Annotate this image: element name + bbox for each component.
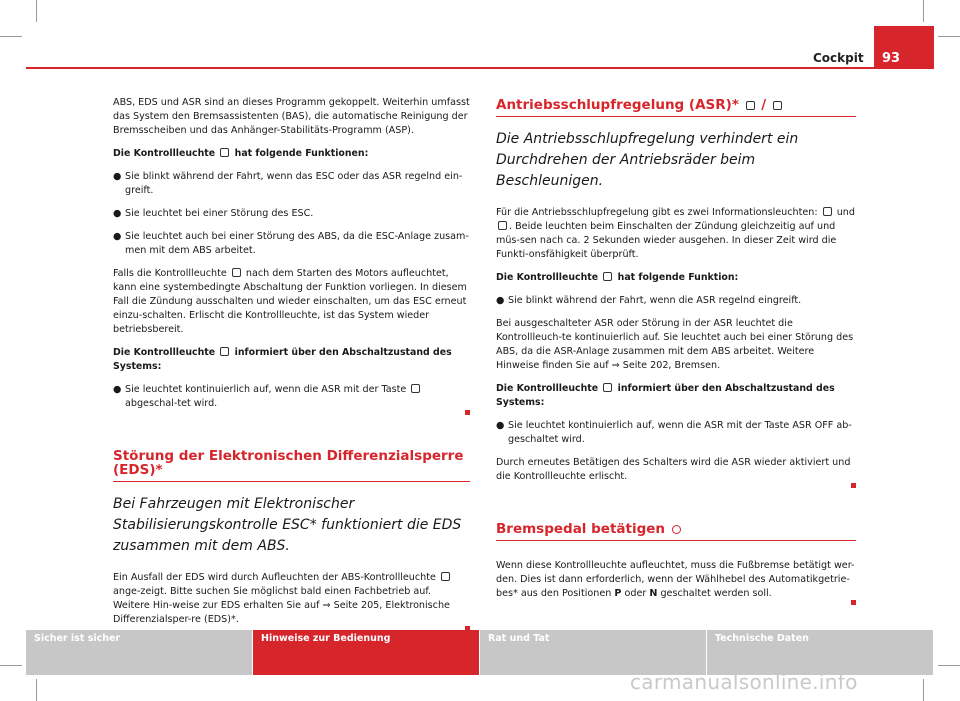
esc-warning-icon bbox=[220, 148, 229, 157]
watermark: carmanualsonline.info bbox=[630, 670, 858, 694]
footer-nav bbox=[26, 630, 934, 675]
paragraph: ABS, EDS und ASR sind an dieses Programm gekoppelt. Weiterhin umfasst das System den Bremsassistenten (BAS), die automatische Reinigung der Bremsscheiben und das Anhänger-Stabilitäts-Programm (ASP). bbox=[113, 97, 470, 136]
page-number-text: 93 bbox=[882, 51, 901, 66]
subheading-text: Die Kontrollleuchte bbox=[496, 383, 599, 394]
bullet-icon: ● bbox=[113, 208, 122, 219]
crop-mark bbox=[938, 36, 960, 37]
right-column bbox=[496, 98, 856, 605]
paragraph-text: Für die Antriebsschlupfregelung gibt es zwei Informationsleuchten: bbox=[496, 207, 818, 218]
end-mark bbox=[851, 600, 856, 605]
paragraph-text: Falls die Kontrollleuchte bbox=[113, 268, 227, 279]
asr-warning-icon bbox=[823, 207, 832, 216]
list-item-text: Sie leuchtet kontinuierlich auf, wenn die ASR mit der Taste bbox=[125, 384, 407, 395]
list-item-text bbox=[125, 383, 470, 411]
bullet-icon: ● bbox=[113, 384, 122, 395]
list-item-text: Sie leuchtet auch bei einer Störung des ABS, da die ESC-Anlage zusam-men mit dem ABS arbeitet. bbox=[125, 231, 469, 256]
subheading bbox=[113, 346, 470, 374]
subheading-text: Die Kontrollleuchte bbox=[496, 272, 599, 283]
paragraph-text: Ein Ausfall der EDS wird durch Aufleuchten der ABS-Kontrollleuchte bbox=[113, 572, 436, 583]
crop-mark bbox=[938, 665, 960, 666]
subheading bbox=[113, 147, 470, 161]
crop-mark bbox=[923, 679, 924, 701]
list-item bbox=[113, 230, 470, 258]
section-heading bbox=[496, 522, 856, 541]
gear-position-p: P bbox=[614, 588, 622, 599]
intro-text: Die Antriebsschlupfregelung verhindert ein Durchdrehen der Antriebsräder beim Beschleunigen. bbox=[496, 131, 799, 189]
crop-mark bbox=[36, 679, 37, 701]
footer-tab-sicher-ist-sicher[interactable]: Sicher ist sicher bbox=[26, 630, 253, 675]
crop-mark bbox=[0, 665, 22, 666]
page-number bbox=[874, 26, 934, 69]
paragraph: Durch erneutes Betätigen des Schalters wird die ASR wieder aktiviert und die Kontrollleuchte erlischt. bbox=[496, 457, 851, 482]
paragraph-text: ange-zeigt. Bitte suchen Sie möglichst bald einen Fachbetrieb auf. Weitere Hin-weise zur EDS erhalten Sie auf ⇒ Seite 205, Elektronische Differenzialsper-re (EDS)*. bbox=[113, 586, 450, 625]
list-item bbox=[496, 419, 856, 447]
list-item-text: abgeschal-tet wird. bbox=[125, 398, 218, 409]
list-item bbox=[496, 294, 856, 308]
list-item-text: Sie leuchtet bei einer Störung des ESC. bbox=[125, 208, 314, 219]
subheading-text: hat folgende Funktion: bbox=[617, 272, 739, 283]
subheading bbox=[496, 271, 856, 285]
end-mark bbox=[851, 483, 856, 488]
paragraph bbox=[496, 559, 856, 601]
asr-off-icon bbox=[498, 221, 507, 230]
list-item bbox=[113, 383, 470, 411]
left-column bbox=[113, 96, 470, 631]
bullet-icon: ● bbox=[113, 171, 122, 182]
esc-off-icon bbox=[411, 384, 420, 393]
list-item-text: Sie blinkt während der Fahrt, wenn das ESC oder das ASR regelnd ein-greift. bbox=[125, 171, 463, 196]
subheading bbox=[496, 382, 856, 410]
section-heading-text: Antriebsschlupfregelung (ASR)* bbox=[496, 97, 739, 113]
crop-mark bbox=[0, 36, 22, 37]
paragraph bbox=[496, 206, 856, 262]
section-title: Cockpit bbox=[813, 51, 864, 65]
paragraph-text: geschaltet werden soll. bbox=[660, 588, 772, 599]
esc-warning-icon bbox=[232, 268, 241, 277]
paragraph-text: und bbox=[836, 207, 855, 218]
footer-tab-rat-und-tat[interactable]: Rat und Tat bbox=[480, 630, 707, 675]
paragraph-text: nach dem Starten des Motors aufleuchtet, kann eine systembedingte Abschaltung der Funktion vorliegen. In diesem Fall die Zündung ausschalten und wieder einschalten, um das ESC erneut einzu-schalten. Erlischt die Kontrollleuchte, ist das System wieder betriebsbereit. bbox=[113, 268, 467, 335]
paragraph bbox=[113, 267, 470, 337]
subheading-text: Die Kontrollleuchte bbox=[113, 347, 216, 358]
paragraph-text: Wenn diese Kontrollleuchte aufleuchtet, muss die Fußbremse betätigt wer-den. Dies ist dann erforderlich, wenn der Wählhebel des Automatikgetrie-bes* aus den Positionen bbox=[496, 560, 855, 599]
footer-tab-hinweise-zur-bedienung[interactable]: Hinweise zur Bedienung bbox=[253, 630, 480, 675]
gear-position-n: N bbox=[649, 588, 658, 599]
paragraph: Bei ausgeschalteter ASR oder Störung in der ASR leuchtet die Kontrollleuch-te kontinuierlich auf. Sie leuchtet auch bei einer Störung des ABS, da die ASR-Anlage zusammen mit dem ABS arbeitet. Weitere Hinweise finden Sie auf ⇒ Seite 202, Bremsen. bbox=[496, 318, 854, 371]
asr-off-icon bbox=[603, 383, 612, 392]
asr-off-icon bbox=[773, 101, 782, 110]
separator: / bbox=[761, 97, 767, 113]
abs-warning-icon bbox=[441, 572, 450, 581]
section-heading bbox=[496, 98, 856, 117]
section-heading-text: Bremspedal betätigen bbox=[496, 521, 666, 537]
list-item-text: Sie leuchtet kontinuierlich auf, wenn die ASR mit der Taste ASR OFF ab-geschaltet wird. bbox=[508, 420, 852, 445]
section-heading: Störung der Elektronischen Differenzialsperre (EDS)* bbox=[113, 449, 470, 482]
subheading-text: Die Kontrollleuchte bbox=[113, 148, 216, 159]
bullet-icon: ● bbox=[496, 295, 505, 306]
subheading-text: informiert über den Abschaltzustand des Systems: bbox=[496, 383, 835, 408]
asr-warning-icon bbox=[603, 272, 612, 281]
paragraph bbox=[113, 571, 470, 627]
esc-off-icon bbox=[220, 347, 229, 356]
header-rule bbox=[26, 67, 934, 69]
subheading-text: informiert über den Abschaltzustand des Systems: bbox=[113, 347, 452, 372]
intro-text: Bei Fahrzeugen mit Elektronischer Stabilisierungskontrolle ESC* funktioniert die EDS zusammen mit dem ABS. bbox=[113, 496, 462, 554]
brake-pedal-icon bbox=[672, 525, 681, 534]
bullet-icon: ● bbox=[113, 231, 122, 242]
bullet-icon: ● bbox=[496, 420, 505, 431]
footer-tab-technische-daten[interactable]: Technische Daten bbox=[707, 630, 934, 675]
list-item bbox=[113, 170, 470, 198]
crop-mark bbox=[923, 0, 924, 22]
subheading-text: hat folgende Funktionen: bbox=[234, 148, 369, 159]
asr-warning-icon bbox=[746, 101, 755, 110]
paragraph-text: . Beide leuchten beim Einschalten der Zündung gleichzeitig auf und müs-sen nach ca. 2 Sekunden wieder ausgehen. In dieser Zeit wird die Funkti-onsfähigkeit überprüft. bbox=[496, 221, 837, 260]
crop-mark bbox=[36, 0, 37, 22]
list-item bbox=[113, 207, 470, 221]
list-item-text: Sie blinkt während der Fahrt, wenn die ASR regelnd eingreift. bbox=[508, 295, 802, 306]
paragraph-text: oder bbox=[624, 588, 647, 599]
